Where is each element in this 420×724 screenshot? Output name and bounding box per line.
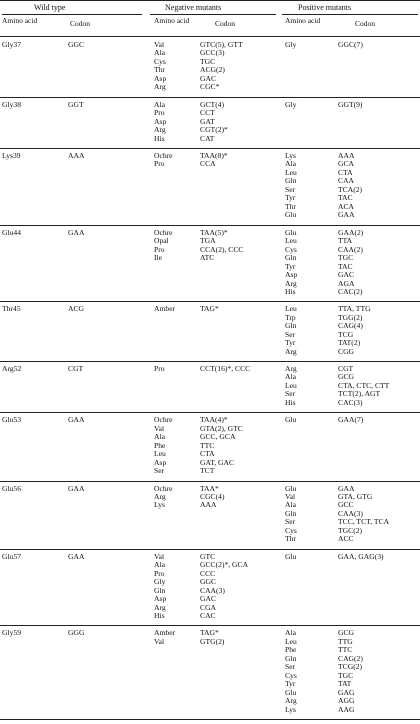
wt-amino-acid-cell <box>2 41 21 49</box>
positive-amino-acid: Thr <box>285 201 296 211</box>
negative-amino-acid: Pro <box>154 159 165 169</box>
wt-codon: GAA <box>68 551 85 561</box>
negative-codon-cell <box>200 629 224 646</box>
wild-type-underline <box>2 14 142 15</box>
positive-amino-acid: Tyr <box>285 679 296 689</box>
positive-codon: TGC <box>338 253 354 263</box>
positive-codon: CGG <box>338 346 355 356</box>
row-separator <box>0 549 420 550</box>
table-top-rule <box>0 0 420 1</box>
wt-codon-cell <box>68 101 84 109</box>
positive-codon: ACA <box>338 201 355 211</box>
wt-codon-cell <box>68 152 84 160</box>
positive-codon: GAA(2) <box>338 227 364 237</box>
negative-codon: GAC <box>200 73 217 83</box>
positive-codon: AAG <box>338 704 355 714</box>
negative-codon-cell <box>200 41 243 92</box>
negative-amino-acid: Arg <box>154 125 166 135</box>
negative-codon: AAA <box>200 500 217 510</box>
header-wt-amino-acid: Amino acid <box>2 16 38 25</box>
positive-amino-acid: Ala <box>285 628 296 638</box>
negative-codon: CCA <box>200 159 216 169</box>
wt-amino-acid: Glu57 <box>2 551 21 561</box>
positive-amino-acid: Arg <box>285 346 297 356</box>
negative-amino-acid: Phe <box>154 440 166 450</box>
negative-amino-acid: Ochre <box>154 483 173 493</box>
positive-codon: TCC, TCT, TCA <box>338 517 390 527</box>
negative-codon: GAT <box>200 116 215 126</box>
wt-amino-acid: Gly37 <box>2 40 21 49</box>
negative-amino-acid: Ala <box>154 432 165 442</box>
negative-codon: TAA(8)* <box>200 151 228 160</box>
positive-amino-acid-cell <box>285 629 297 714</box>
positive-codon: CAG(4) <box>338 321 363 331</box>
wt-amino-acid: Glu44 <box>2 227 21 237</box>
wt-codon: GAA <box>68 227 85 237</box>
negative-codon: GCC(3) <box>200 48 225 58</box>
negative-codon: TAA(5)* <box>200 227 228 237</box>
negative-codon: ATC <box>200 253 215 263</box>
negative-amino-acid: Opal <box>154 236 169 246</box>
wt-amino-acid: Gly38 <box>2 99 21 109</box>
positive-codon: TTA <box>338 236 353 246</box>
positive-codon-cell <box>338 365 389 407</box>
negative-codon-cell <box>200 152 228 169</box>
positive-amino-acid: Tyr <box>285 338 296 348</box>
negative-amino-acid: Thr <box>154 65 165 75</box>
wt-codon-cell <box>68 416 84 424</box>
wt-codon-cell <box>68 365 83 373</box>
positive-amino-acid: Glu <box>285 687 297 697</box>
positive-codon: TCT(2), AGT <box>338 389 381 399</box>
negative-amino-acid: Leu <box>154 449 166 459</box>
header-wild-type: Wild type <box>34 3 66 12</box>
positive-codon-cell <box>338 629 363 714</box>
table-bottom-rule <box>0 719 420 720</box>
positive-codon: TGC <box>338 670 354 680</box>
negative-codon: TCT <box>200 466 215 476</box>
negative-amino-acid: Val <box>154 423 165 433</box>
header-pos-amino-acid: Amino acid <box>285 16 321 25</box>
wt-codon: GAA <box>68 415 85 425</box>
positive-amino-acid: Leu <box>285 236 297 246</box>
positive-amino-acid: Cys <box>285 670 297 680</box>
positive-amino-acid: Phe <box>285 645 297 655</box>
wt-codon: AAA <box>68 151 85 160</box>
negative-codon: GCT(4) <box>200 99 225 109</box>
negative-amino-acid: Ochre <box>154 151 173 160</box>
negative-codon-cell <box>200 229 243 263</box>
negative-amino-acid: Ala <box>154 560 165 570</box>
negative-underline <box>150 14 276 15</box>
positive-codon: GAA <box>338 483 355 493</box>
positive-amino-acid-cell <box>285 152 297 220</box>
negative-amino-acid: Ochre <box>154 415 173 425</box>
positive-codon: AAA <box>338 151 355 160</box>
positive-codon: GCG <box>338 372 355 382</box>
positive-amino-acid: Ser <box>285 389 296 399</box>
wt-codon: CGT <box>68 364 84 373</box>
negative-codon: GTA(2), GTC <box>200 423 243 433</box>
positive-amino-acid: Cys <box>285 244 297 254</box>
wt-amino-acid: Arg52 <box>2 364 22 373</box>
negative-codon: TAA(4)* <box>200 415 228 425</box>
positive-underline <box>282 14 418 15</box>
negative-amino-acid: Ala <box>154 48 165 58</box>
positive-amino-acid: Gln <box>285 653 297 663</box>
positive-amino-acid: Arg <box>285 278 297 288</box>
positive-codon: TCG(2) <box>338 662 363 672</box>
positive-amino-acid: Lys <box>285 151 296 160</box>
negative-codon: CTA <box>200 449 215 459</box>
positive-codon: TCG <box>338 329 354 339</box>
wt-amino-acid-cell <box>2 629 21 637</box>
positive-codon-cell <box>338 485 389 544</box>
negative-codon: TAA* <box>200 483 219 493</box>
positive-codon: TTA, TTG <box>338 304 371 314</box>
positive-codon: TCA(2) <box>338 184 363 194</box>
negative-amino-acid-cell <box>154 152 173 169</box>
wt-amino-acid-cell <box>2 553 21 561</box>
wt-codon-cell <box>68 485 84 493</box>
negative-amino-acid-cell <box>154 101 166 143</box>
negative-amino-acid: Val <box>154 40 165 49</box>
positive-amino-acid: Glu <box>285 415 297 425</box>
positive-amino-acid: Gln <box>285 508 297 518</box>
negative-amino-acid: Amber <box>154 304 176 314</box>
positive-amino-acid-cell <box>285 553 296 561</box>
positive-codon: TAC <box>338 193 353 203</box>
wt-codon-cell <box>68 229 84 237</box>
positive-codon: TGG(2) <box>338 312 363 322</box>
header-bottom-rule <box>0 36 420 37</box>
positive-codon-cell <box>338 553 384 561</box>
wt-codon-cell <box>68 41 84 49</box>
positive-amino-acid: His <box>285 286 296 296</box>
positive-amino-acid: Trp <box>285 312 296 322</box>
positive-codon: GAA(7) <box>338 415 364 425</box>
positive-amino-acid: Glu <box>285 210 297 220</box>
negative-codon: CCA(2), CCC <box>200 244 244 254</box>
row-separator <box>0 301 420 302</box>
positive-amino-acid-cell <box>285 101 296 109</box>
positive-codon: CAC(3) <box>338 397 363 407</box>
wt-amino-acid-cell <box>2 305 21 313</box>
wt-amino-acid: Lys39 <box>2 151 21 160</box>
negative-amino-acid-cell <box>154 305 175 313</box>
positive-codon-cell <box>338 101 362 109</box>
wt-amino-acid-cell <box>2 365 21 373</box>
positive-codon: TAT(2) <box>338 338 361 348</box>
positive-codon-cell <box>338 416 363 424</box>
negative-codon: CCT <box>200 108 215 118</box>
positive-codon-cell <box>338 41 363 49</box>
positive-amino-acid: His <box>285 397 296 407</box>
negative-amino-acid-cell <box>154 629 175 646</box>
positive-codon: AGG <box>338 696 355 706</box>
wt-amino-acid: Thr45 <box>2 304 21 314</box>
positive-amino-acid: Gln <box>285 176 297 186</box>
positive-amino-acid-cell <box>285 305 297 356</box>
positive-amino-acid-cell <box>285 41 296 49</box>
wt-amino-acid-cell <box>2 416 21 424</box>
positive-codon: GGC(7) <box>338 40 363 49</box>
positive-amino-acid: Ser <box>285 184 296 194</box>
positive-codon: CGT <box>338 364 354 373</box>
positive-amino-acid: Gly <box>285 40 297 49</box>
positive-codon: GAA <box>338 210 355 220</box>
header-wt-codon: Codon <box>70 19 91 28</box>
wt-codon: GGT <box>68 99 84 109</box>
negative-amino-acid: Asp <box>154 73 167 83</box>
negative-codon: CAA(3) <box>200 585 225 595</box>
wt-codon-cell <box>68 629 84 637</box>
positive-amino-acid: Leu <box>285 380 297 390</box>
positive-codon: CAG(2) <box>338 653 363 663</box>
negative-codon: GTC(5), GTT <box>200 40 243 49</box>
positive-codon-cell <box>338 229 363 297</box>
negative-codon: CGC(4) <box>200 491 225 501</box>
positive-amino-acid-cell <box>285 485 297 544</box>
header-negative-mutants: Negative mutants <box>165 3 222 12</box>
positive-codon: TTG <box>338 636 353 646</box>
header-neg-amino-acid: Amino acid <box>154 16 190 25</box>
positive-amino-acid: Gly <box>285 99 297 109</box>
positive-amino-acid: Val <box>285 491 296 501</box>
row-separator <box>0 97 420 98</box>
negative-amino-acid: Ile <box>154 253 163 263</box>
negative-codon-cell <box>200 365 250 373</box>
row-separator <box>0 225 420 226</box>
wt-amino-acid: Glu53 <box>2 415 21 425</box>
positive-amino-acid: Gln <box>285 321 297 331</box>
negative-amino-acid: Pro <box>154 108 165 118</box>
negative-codon: CGT(2)* <box>200 125 228 135</box>
negative-codon: GGC <box>200 577 217 587</box>
negative-codon: CAT <box>200 133 215 143</box>
positive-codon: CAA(2) <box>338 244 363 254</box>
negative-codon: CCT(16)*, CCC <box>200 364 251 373</box>
negative-amino-acid: Lys <box>154 500 165 510</box>
positive-amino-acid-cell <box>285 416 296 424</box>
negative-amino-acid-cell <box>154 365 165 373</box>
negative-codon: GCC(2)*, GCA <box>200 560 249 570</box>
header-neg-codon: Codon <box>215 19 236 28</box>
negative-amino-acid: Gln <box>154 585 166 595</box>
negative-amino-acid: Asp <box>154 116 167 126</box>
negative-amino-acid: Ser <box>154 466 165 476</box>
row-separator <box>0 361 420 362</box>
positive-codon: CAC(2) <box>338 286 363 296</box>
positive-amino-acid: Leu <box>285 167 297 177</box>
wt-codon-cell <box>68 553 84 561</box>
positive-amino-acid: Tyr <box>285 261 296 271</box>
positive-codon: GCC <box>338 500 354 510</box>
wt-amino-acid-cell <box>2 101 21 109</box>
negative-codon: TGA <box>200 236 216 246</box>
positive-codon: GCA <box>338 159 355 169</box>
positive-codon: GGT(9) <box>338 99 363 109</box>
negative-codon: GAC <box>200 594 217 604</box>
negative-codon-cell <box>200 101 228 143</box>
row-separator <box>0 625 420 626</box>
negative-codon: TAG* <box>200 628 219 638</box>
negative-codon-cell <box>200 416 243 475</box>
positive-codon: TGC(2) <box>338 525 363 535</box>
negative-amino-acid-cell <box>154 553 166 621</box>
negative-codon-cell <box>200 305 219 313</box>
negative-codon-cell <box>200 553 248 621</box>
negative-amino-acid: Cys <box>154 56 166 66</box>
negative-amino-acid-cell <box>154 416 173 475</box>
row-separator <box>0 412 420 413</box>
negative-amino-acid: Val <box>154 551 165 561</box>
positive-amino-acid: Ser <box>285 517 296 527</box>
row-separator <box>0 148 420 149</box>
positive-codon: CAA <box>338 176 355 186</box>
positive-codon-cell <box>338 305 371 356</box>
positive-amino-acid: Glu <box>285 551 297 561</box>
wt-codon: GAA <box>68 483 85 493</box>
negative-amino-acid: Ochre <box>154 227 173 237</box>
negative-codon: GTG(2) <box>200 636 225 646</box>
negative-amino-acid: Asp <box>154 594 167 604</box>
positive-amino-acid: Ala <box>285 500 296 510</box>
negative-amino-acid: Pro <box>154 244 165 254</box>
negative-amino-acid: Pro <box>154 568 165 578</box>
wt-codon: GGC <box>68 40 85 49</box>
positive-amino-acid: Thr <box>285 534 296 544</box>
positive-amino-acid-cell <box>285 229 297 297</box>
negative-codon: CGA <box>200 602 217 612</box>
positive-amino-acid: Ser <box>285 662 296 672</box>
positive-amino-acid: Gln <box>285 253 297 263</box>
positive-codon: GAC <box>338 270 355 280</box>
positive-amino-acid-cell <box>285 365 297 407</box>
positive-amino-acid: Ser <box>285 329 296 339</box>
negative-amino-acid: Arg <box>154 82 166 92</box>
wt-amino-acid: Gly59 <box>2 628 21 638</box>
positive-amino-acid: Leu <box>285 636 297 646</box>
negative-codon: TGC <box>200 56 216 66</box>
negative-amino-acid-cell <box>154 485 173 510</box>
negative-amino-acid-cell <box>154 229 173 263</box>
wt-amino-acid-cell <box>2 229 21 237</box>
negative-codon: GAT, GAC <box>200 457 235 467</box>
negative-amino-acid: Gly <box>154 577 166 587</box>
positive-amino-acid: Cys <box>285 525 297 535</box>
positive-amino-acid: Glu <box>285 483 297 493</box>
negative-amino-acid: Pro <box>154 364 165 373</box>
negative-codon-cell <box>200 485 224 510</box>
positive-codon: ACC <box>338 534 354 544</box>
positive-amino-acid: Tyr <box>285 193 296 203</box>
positive-codon: GTA, GTG <box>338 491 373 501</box>
negative-amino-acid: His <box>154 610 165 620</box>
positive-codon: CAA(3) <box>338 508 363 518</box>
negative-codon: GTC <box>200 551 216 561</box>
positive-codon: GAG <box>338 687 355 697</box>
negative-amino-acid: Amber <box>154 628 176 638</box>
wt-codon: GGG <box>68 628 85 638</box>
positive-codon-cell <box>338 152 362 220</box>
negative-amino-acid: Asp <box>154 457 167 467</box>
positive-codon: GCG <box>338 628 355 638</box>
wt-amino-acid-cell <box>2 152 21 160</box>
negative-codon: ACG(2) <box>200 65 225 75</box>
positive-codon: CTA <box>338 167 353 177</box>
row-separator <box>0 481 420 482</box>
negative-codon: CGC* <box>200 82 220 92</box>
negative-amino-acid: Val <box>154 636 165 646</box>
negative-codon: TAG* <box>200 304 219 314</box>
positive-codon: TTC <box>338 645 353 655</box>
positive-codon: AGA <box>338 278 355 288</box>
negative-amino-acid: Ala <box>154 99 165 109</box>
positive-amino-acid: Arg <box>285 364 297 373</box>
wt-amino-acid-cell <box>2 485 21 493</box>
positive-codon: TAC <box>338 261 353 271</box>
header-positive-mutants: Positive mutants <box>298 3 352 12</box>
positive-amino-acid: Asp <box>285 270 298 280</box>
wt-amino-acid: Glu56 <box>2 483 21 493</box>
negative-amino-acid: Arg <box>154 602 166 612</box>
positive-codon: TAT <box>338 679 352 689</box>
positive-amino-acid: Ala <box>285 372 296 382</box>
positive-amino-acid: Leu <box>285 304 297 314</box>
positive-amino-acid: Arg <box>285 696 297 706</box>
wt-codon-cell <box>68 305 84 313</box>
positive-amino-acid: Lys <box>285 704 296 714</box>
negative-codon: CAC <box>200 610 216 620</box>
negative-codon: GCC, GCA <box>200 432 236 442</box>
positive-codon: GAA, GAG(3) <box>338 551 384 561</box>
negative-amino-acid-cell <box>154 41 166 92</box>
positive-amino-acid: Glu <box>285 227 297 237</box>
positive-amino-acid: Ala <box>285 159 296 169</box>
negative-codon: CCC <box>200 568 216 578</box>
wt-codon: ACG <box>68 304 85 314</box>
header-pos-codon: Codon <box>355 19 376 28</box>
negative-codon: TTC <box>200 440 215 450</box>
negative-amino-acid: His <box>154 133 165 143</box>
negative-amino-acid: Arg <box>154 491 166 501</box>
positive-codon: CTA, CTC, CTT <box>338 380 390 390</box>
